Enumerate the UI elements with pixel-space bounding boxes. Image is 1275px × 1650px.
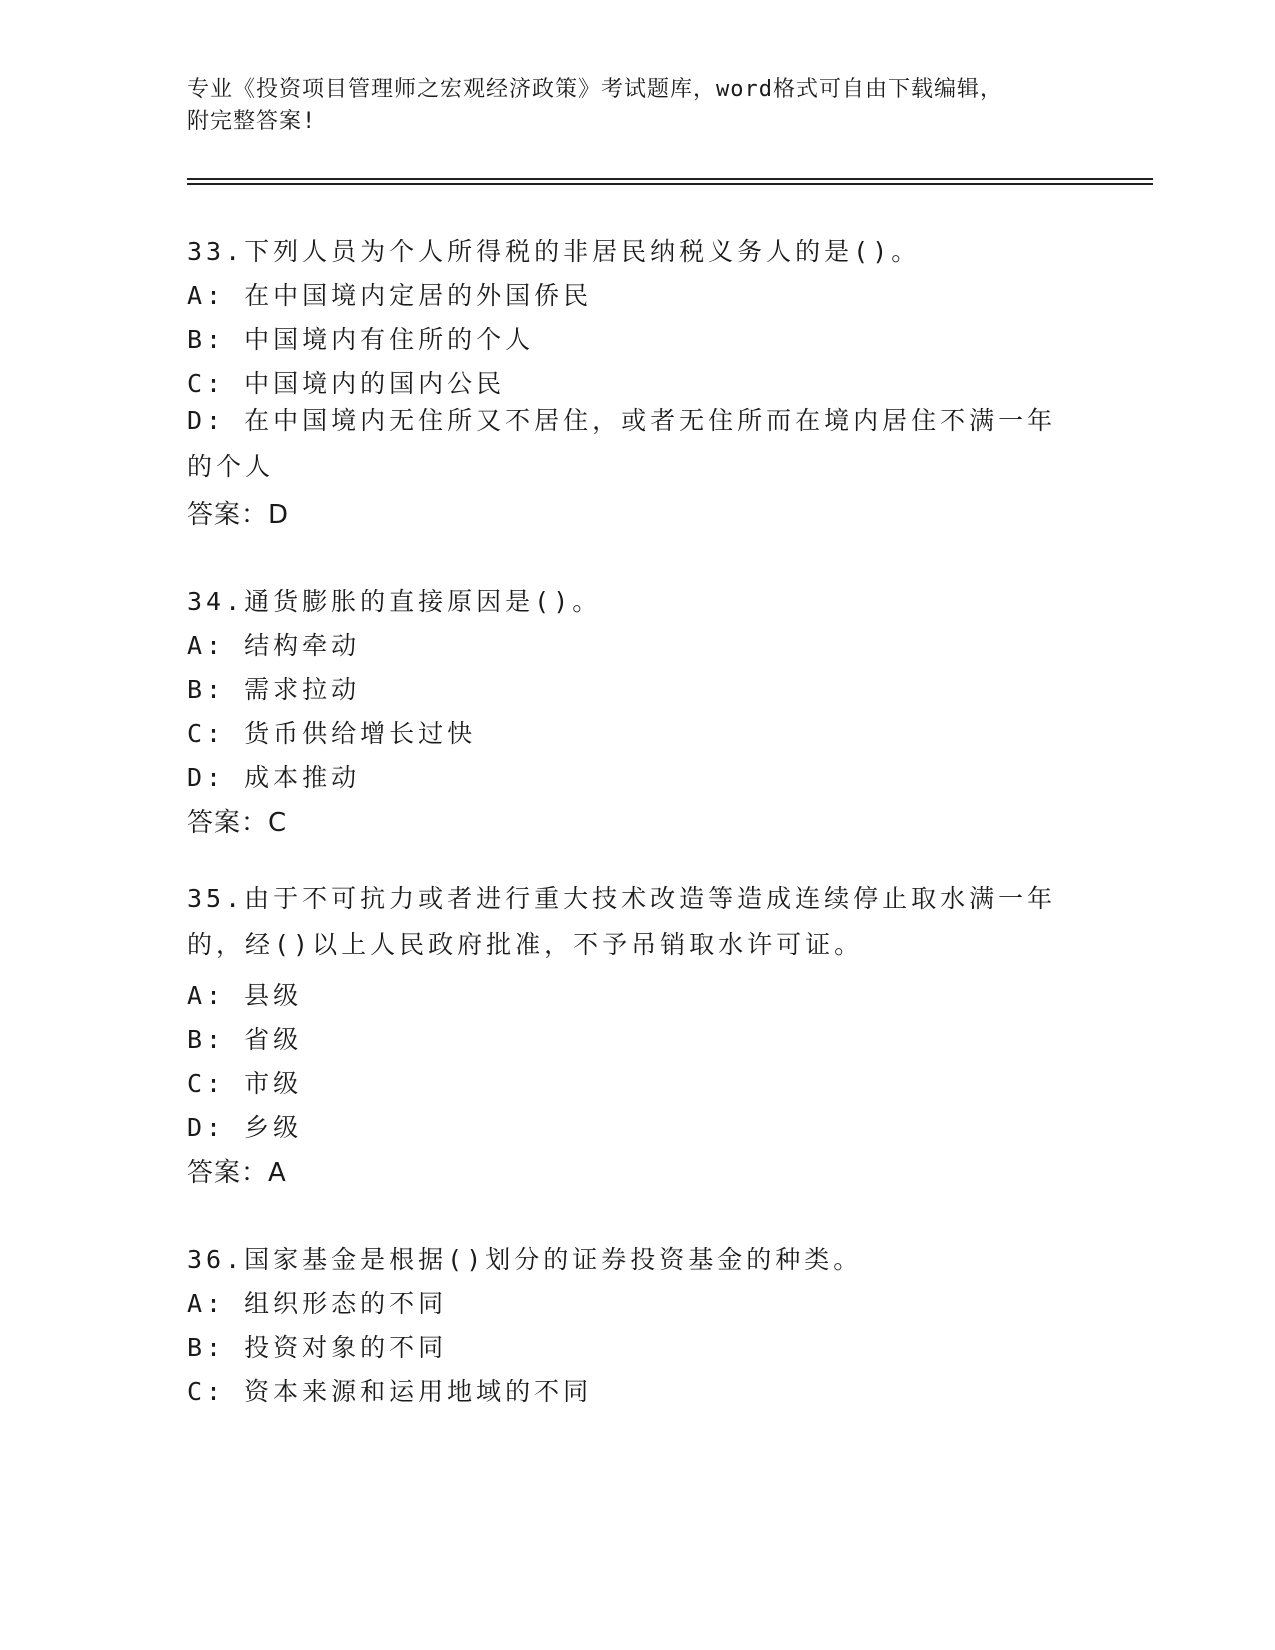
question-34-option-c: C: 货币供给增长过快 [187,719,477,748]
question-35-option-b: B: 省级 [187,1025,303,1054]
header-line-2: 附完整答案! [187,109,317,134]
question-36-option-b: B: 投资对象的不同 [187,1333,448,1362]
question-35-option-a: A: 县级 [187,981,303,1010]
question-33-answer: 答案：D [187,500,290,530]
header-divider-bottom [187,183,1153,185]
question-34-option-b: B: 需求拉动 [187,675,361,704]
header-line-1: 专业《投资项目管理师之宏观经济政策》考试题库，word格式可自由下载编辑， [187,77,1003,102]
header-divider-top [187,178,1153,180]
question-34-option-d: D: 成本推动 [187,763,361,792]
question-35-stem: 35.由于不可抗力或者进行重大技术改造等造成连续停止取水满一年的，经()以上人民政府批准，不予吊销取水许可证。 [187,884,1057,959]
question-33-option-a: A: 在中国境内定居的外国侨民 [187,281,593,310]
question-35-answer: 答案：A [187,1158,287,1188]
question-33-option-d: D: 在中国境内无住所又不居住，或者无住所而在境内居住不满一年的个人 [187,406,1057,481]
question-35-option-d: D: 乡级 [187,1113,303,1142]
question-33-option-b: B: 中国境内有住所的个人 [187,325,535,354]
question-34-stem: 34.通货膨胀的直接原因是()。 [187,587,602,616]
question-33-option-c: C: 中国境内的国内公民 [187,369,506,398]
question-33-stem: 33.下列人员为个人所得税的非居民纳税义务人的是()。 [187,237,921,266]
question-34-answer: 答案：C [187,808,288,838]
question-36-option-a: A: 组织形态的不同 [187,1289,448,1318]
question-34-option-a: A: 结构牵动 [187,631,361,660]
question-35-option-c: C: 市级 [187,1069,303,1098]
question-36-stem: 36.国家基金是根据()划分的证券投资基金的种类。 [187,1245,863,1274]
question-36-option-c: C: 资本来源和运用地域的不同 [187,1377,593,1406]
document-header [187,74,1087,138]
